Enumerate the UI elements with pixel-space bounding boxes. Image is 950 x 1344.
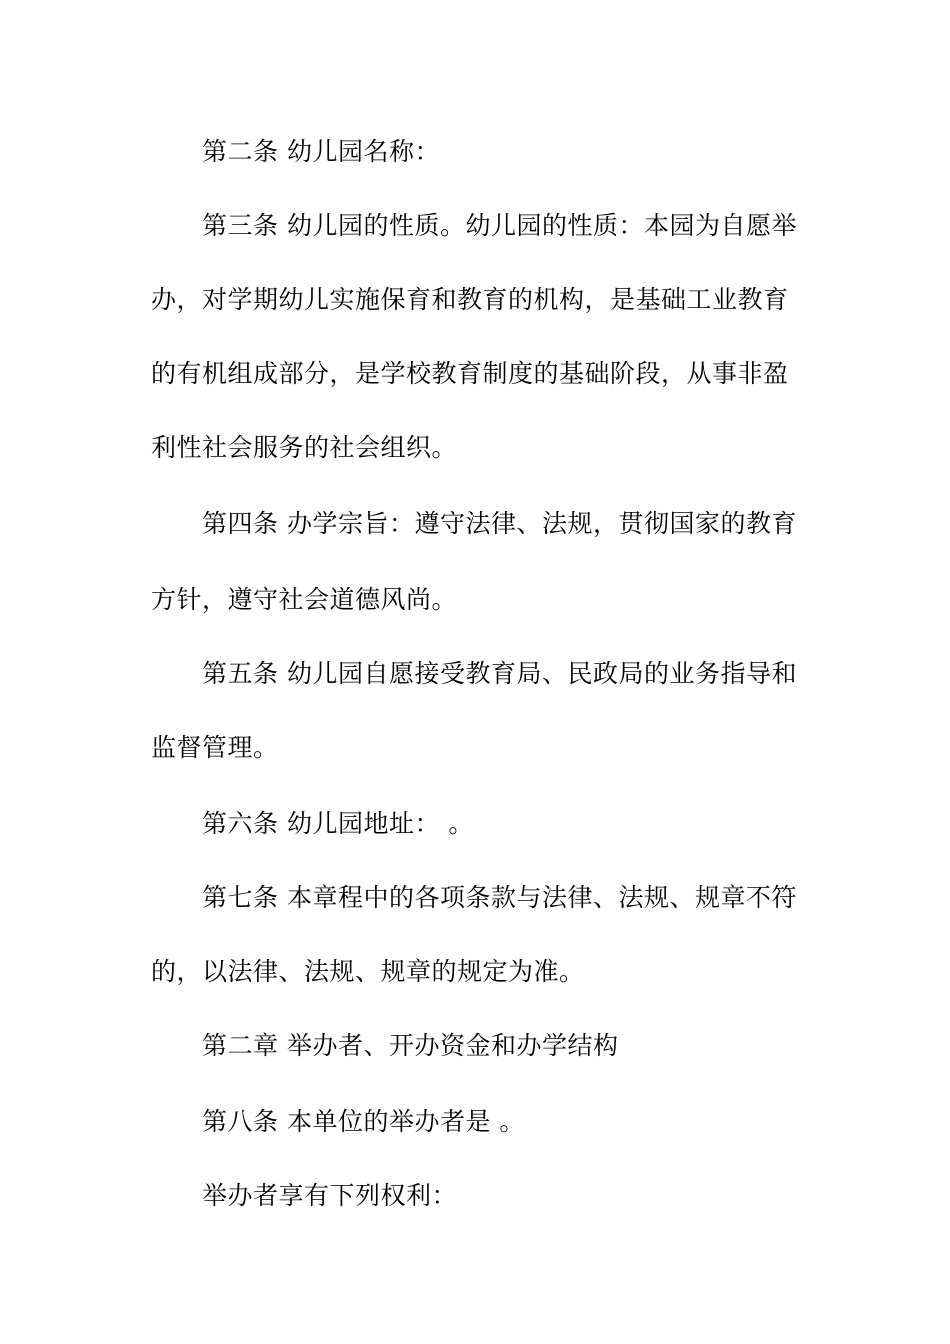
article-7-precedence-line-2: 的，以法律、法规、规章的规定为准。 bbox=[151, 957, 585, 986]
article-2-name-line: 第二条 幼儿园名称： bbox=[202, 137, 440, 166]
article-3-nature-line-1: 第三条 幼儿园的性质。幼儿园的性质：本园为自愿举 bbox=[202, 211, 797, 240]
article-7-precedence-line-1: 第七条 本章程中的各项条款与法律、法规、规章不符 bbox=[202, 883, 797, 912]
article-3-nature-line-3: 的有机组成部分，是学校教育制度的基础阶段，从事非盈 bbox=[151, 359, 789, 388]
article-3-nature-line-4: 利性社会服务的社会组织。 bbox=[151, 433, 458, 462]
article-5-supervision-line-2: 监督管理。 bbox=[151, 733, 279, 762]
article-6-address-line: 第六条 幼儿园地址： 。 bbox=[202, 809, 474, 838]
article-5-supervision-line-1: 第五条 幼儿园自愿接受教育局、民政局的业务指导和 bbox=[202, 659, 797, 688]
article-8-organizer-line: 第八条 本单位的举办者是 。 bbox=[202, 1107, 525, 1136]
article-4-purpose-line-1: 第四条 办学宗旨：遵守法律、法规，贯彻国家的教育 bbox=[202, 509, 797, 538]
chapter-2-heading: 第二章 举办者、开办资金和办学结构 bbox=[202, 1031, 619, 1060]
article-3-nature-line-2: 办，对学期幼儿实施保育和教育的机构，是基础工业教育 bbox=[151, 285, 789, 314]
organizer-rights-line: 举办者享有下列权利： bbox=[202, 1181, 458, 1210]
article-4-purpose-line-2: 方针，遵守社会道德风尚。 bbox=[151, 585, 458, 614]
